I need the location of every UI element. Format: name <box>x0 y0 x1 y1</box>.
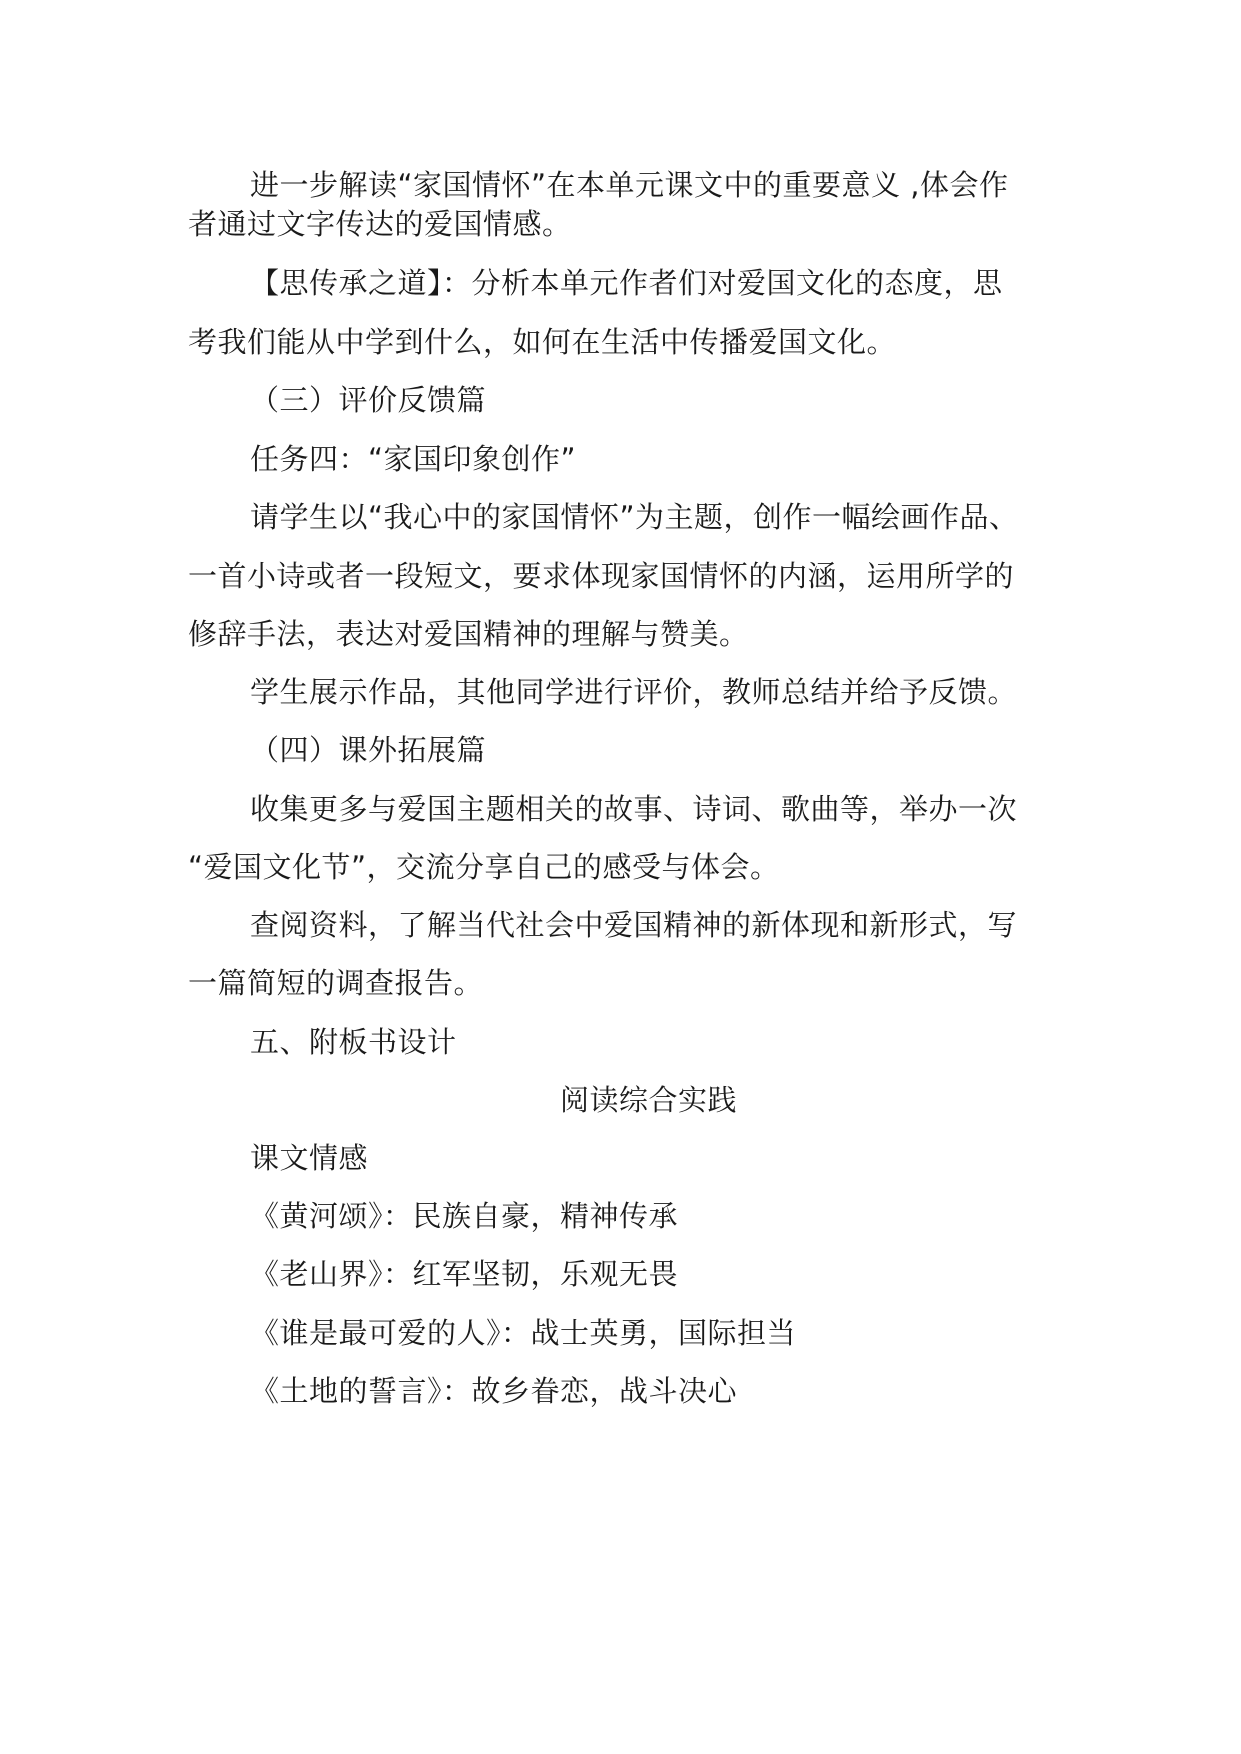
paragraph-line: 修辞手法，表达对爱国精神的理解与赞美。 <box>188 617 749 651</box>
paragraph-line: 请学生以“我心中的家国情怀”为主题，创作一幅绘画作品、 <box>250 500 1019 534</box>
board-item: 《谁是最可爱的人》：战士英勇，国际担当 <box>250 1316 797 1350</box>
board-title: 阅读综合实践 <box>560 1083 738 1117</box>
paragraph-line: 学生展示作品，其他同学进行评价，教师总结并给予反馈。 <box>250 675 1018 709</box>
board-item: 《老山界》：红军坚韧，乐观无畏 <box>250 1257 679 1291</box>
paragraph-line: 进一步解读“家国情怀”在本单元课文中的重要意义 ,体会作 <box>250 168 1009 202</box>
section-heading: 五、附板书设计 <box>250 1025 457 1059</box>
board-subheading: 课文情感 <box>250 1141 369 1175</box>
paragraph-line: 收集更多与爱国主题相关的故事、诗词、歌曲等，举办一次 <box>250 792 1018 826</box>
paragraph-line: 【思传承之道】：分析本单元作者们对爱国文化的态度，思 <box>250 266 1003 300</box>
task-heading: 任务四：“家国印象创作” <box>250 442 577 476</box>
paragraph-line: 一篇简短的调查报告。 <box>188 966 484 1000</box>
section-heading: （三）评价反馈篇 <box>250 383 487 417</box>
paragraph-line: 一首小诗或者一段短文，要求体现家国情怀的内涵，运用所学的 <box>188 559 1015 593</box>
paragraph-line: “爱国文化节”，交流分享自己的感受与体会。 <box>188 850 780 884</box>
section-heading: （四）课外拓展篇 <box>250 733 487 767</box>
paragraph-line: 考我们能从中学到什么，如何在生活中传播爱国文化。 <box>188 325 897 359</box>
paragraph-line: 者通过文字传达的爱国情感。 <box>188 207 572 241</box>
board-item: 《土地的誓言》：故乡眷恋，战斗决心 <box>250 1374 738 1408</box>
paragraph-line: 查阅资料，了解当代社会中爱国精神的新体现和新形式，写 <box>250 908 1018 942</box>
board-item: 《黄河颂》：民族自豪，精神传承 <box>250 1199 679 1233</box>
